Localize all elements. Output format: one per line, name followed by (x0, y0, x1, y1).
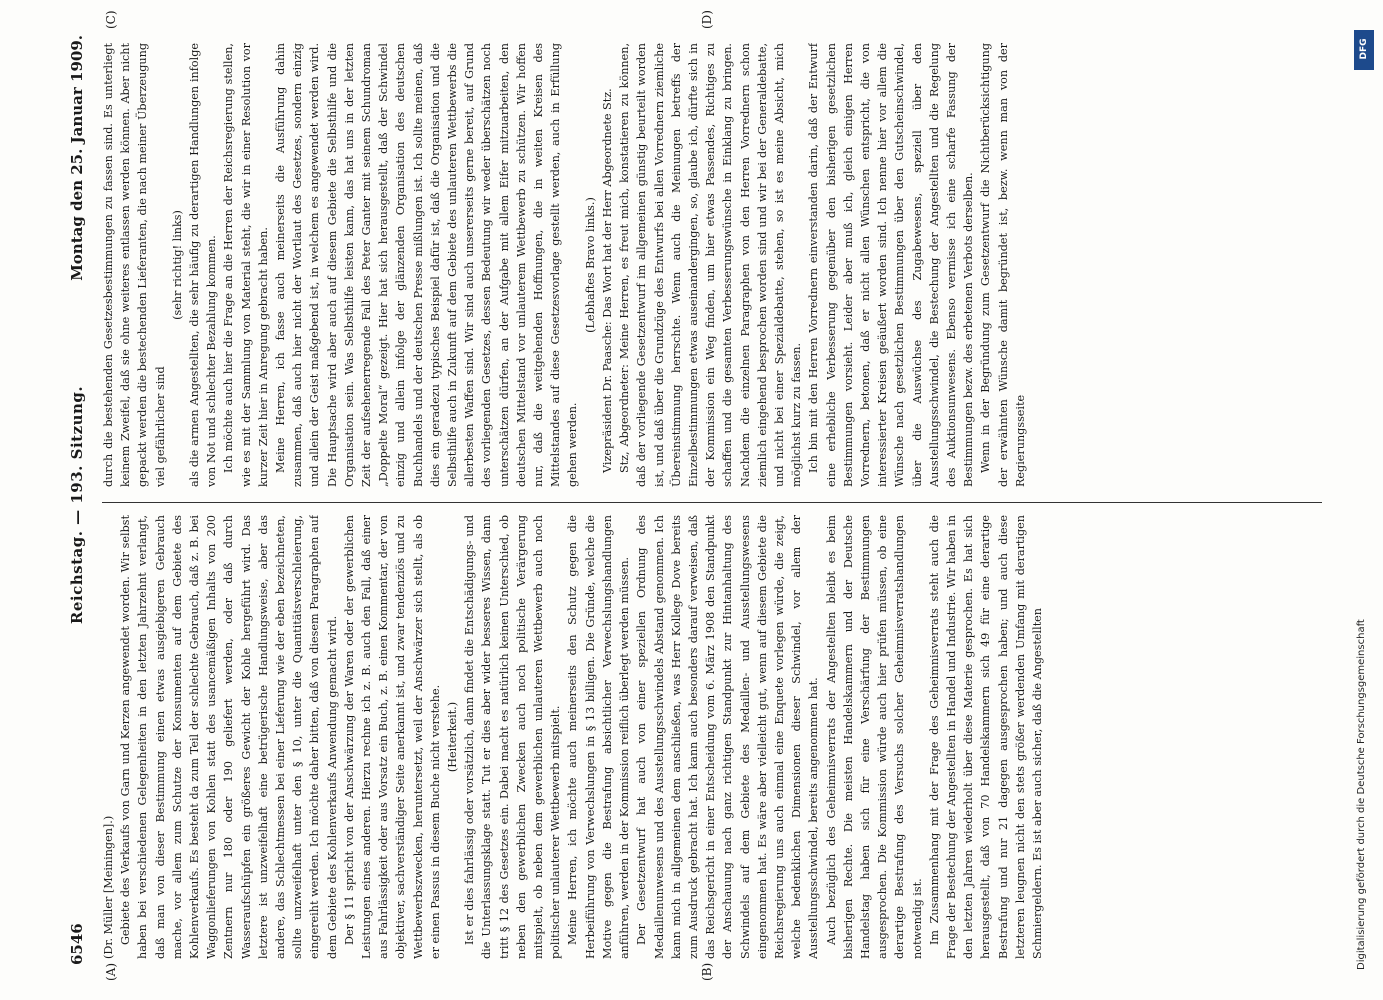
right-column (100, 43, 1325, 487)
speaker-line: Vizepräsident Dr. Paasche: Das Wort hat der Herr Abgeordnete Stz. (600, 88, 614, 473)
paragraph: Der § 11 spricht von der Anschwärzung der Waren oder der gewerblichen Leistungen eines anderen. Hierzu rechne ich z. B. auch den Fall, daß einer aus Fahrlässigkeit oder aus Vorsatz ein Buch, z. B. einen Kommentar, der von objektiver, sachverständiger Seite anerkannt ist, und zwar tendenziös und zu Wettbewerbszwecken, heruntersetzt, weil der Anschwärzer sich stellt, als ob er einen Passus in diesem Buche nicht verstehe. (342, 515, 442, 959)
paragraph: durch die bestehenden Gesetzesbestimmungen zu fassen sind. Es unterliegt keinem Zweifel, daß sie ohne weiteres entlassen werden können. Aber nicht gepackt werden die bestechenden Lieferanten, die nach meiner Überzeugung viel gefährlicher sind (102, 43, 167, 487)
running-title: Reichstag. — 193. Sitzung. (68, 385, 86, 625)
margin-marker-b: (B) (700, 962, 714, 981)
session-date: Montag den 25. Januar 1909. (68, 35, 86, 281)
paragraph: Im Zusammenhang mit der Frage des Geheimnisverrats steht auch die Frage der Bestechung der Angestellten in Handel und Industrie. Wir haben in den letzten Jahren wiederholt über diese Materie gesprochen. Es hat sich herausgestellt, daß von 70 Handelskammern sich 49 für eine derartige Bestrafung und nur 21 dagegen ausgesprochen haben; und auch diese letzteren leugnen nicht den stets größer werdenden Umfang mit derartigen Schmiergeldern. Es ist aber auch sicher, daß die Angestellten (927, 515, 1044, 959)
paragraph: Meine Herren, ich möchte auch meinerseits den Schutz gegen die Herbeiführung von Verwechslungen in § 13 billigen. Die Gründe, welche die Motive gegen die Bestrafung absichtlicher Verwechslungshandlungen anführen, werden in der Kommission reiflich überlegt werden müssen. (566, 515, 632, 959)
paragraph: Gebiete des Verkaufs von Garn und Kerzen angewendet worden. Wir selbst haben bei verschiedenen Gelegenheiten in den letzten Jahrzehnt verlangt, daß man von dieser Bestimmung einen etwas ausgiebigeren Gebrauch mache, vor allem zum Schutze der Konsumenten auf dem Gebiete des Kohlenverkaufs. Es besteht da zum Teil der schlechte Gebrauch, daß z. B. bei Waggonlieferungen von Kohlen statt des usancemäßigen Inhalts von 200 Zentnern nur 180 oder 190 geliefert werden, oder daß durch Wasseraufschüpfen ein größeres Gewicht der Kohle hergeführt wird. Das letztere ist unzweifelhaft eine betrügerische Handlungsweise, aber das andere, das Schlechtmessen bei einer Lieferung wie der eben bezeichneten, sollte unzweifelhaft unter den § 10, unter die Quantitätsverschleierung, eingereiht werden. Ich möchte daher bitten, daß von diesem Paragraphen auf dem Gebiete des Kohlenverkaufs Anwendung gemacht wird. (119, 515, 339, 959)
paragraph: Auch bezüglich des Geheimnisverrats der Angestellten bleibt es beim bisherigen Rechte. Die meisten Handelskammern und der Deutsche Handelstag haben sich für eine Verschärfung der Bestimmungen ausgesprochen. Die Kommission würde auch hier prüfen müssen, ob eine derartige Bestrafung des Versuchs solcher Geheimnisverratshandlungen notwendig ist. (824, 515, 924, 959)
paragraph: Ich bin mit den Herren Vorrednern einverstanden darin, daß der Entwurf eine erhebliche Verbesserung gegenüber den bisherigen gesetzlichen Bestimmungen vorsieht. Leider aber muß ich, gleich einigen Herren Vorrednern, betonen, daß er nicht allen Wünschen entspricht, die von interessierter Kreisen geäußert worden sind. Ich nenne hier vor allem die Wünsche nach gesetzlichen Bestimmungen über den Gutscheinschwindel, über die Auswüchse des Zugabewesens, speziell über den Ausstellungsschwindel, die Bestechung der Angestellten und die Regelung des Auktionsunwesens. Ebenso vermisse ich eine scharfe Fassung der Bestimmungen bezw. des erbetenen Verbots derselben. (807, 43, 976, 487)
column-divider (102, 502, 1322, 503)
left-column (100, 515, 1325, 959)
page-header (60, 35, 94, 975)
interjection: (Heiterkeit.) (446, 701, 460, 773)
paragraph: Stz, Abgeordneter: Meine Herren, es freut mich, konstatieren zu können, daß der vorliegende Gesetzentwurf im allgemeinen günstig beurteilt worden ist, und daß über die Grundzüge des Entwurfs bei allen Vorrednern ziemliche Übereinstimmung herrschte. Wenn auch die Meinungen betreffs der Einzelbestimmungen etwas auseinandergingen, so, glaube ich, dürfte sich in der Kommission ein Weg finden, um hier etwas Passendes, Richtiges zu schaffen und die gesamten Verbesserungswünsche in Einklang zu bringen. Nachdem die einzelnen Paragraphen von den Herren Vorrednern schon ziemlich eingehend besprochen worden sind und wir bei der Generaldebatte, und nicht bei einer Spezialdebatte, stehen, so ist es meine Absicht, mich möglichst kurz zu fassen. (618, 43, 804, 487)
speaker-note: (Dr. Müller [Meiningen].) (102, 815, 115, 959)
margin-marker-d: (D) (700, 10, 714, 29)
paragraph: als die armen Angestellten, die sehr häufig zu derartigen Handlungen infolge von Not und schlechter Bezahlung kommen. (188, 43, 219, 487)
paragraph: Ich möchte auch hier die Frage an die Herren der Reichsregierung stellen, wie es mit der Sammlung von Material steht, die wir in einer Resolution vor kurzer Zeit hier in Anregung gebracht haben. (222, 43, 270, 487)
rotated-page (60, 10, 1330, 981)
paragraph: Wenn in der Begründung zum Gesetzentwurf die Nichtberücksichtigung der erwähnten Wünsche damit begründet ist, bezw. wenn man von der Regierungsseite (979, 43, 1027, 487)
credit-text: Digitalisierung gefördert durch die Deutsche Forschungsgemeinschaft (1356, 619, 1367, 970)
paragraph: Der Gesetzentwurf hat auch von einer speziellen Ordnung des Medaillenunwesens und des Ausstellungsschwindels Abstand genommen. Ich kann mich in allgemeinen dem anschließen, was Herr Kollege Dove bereits zum Ausdruck gebracht hat. Ich kann auch besonders darauf verweisen, daß das Reichsgericht in einer Entscheidung vom 6. März 1908 den Standpunkt der Anschauung nach ganz richtigen Standpunkt zur Hintanhaltung des Schwindels auf dem Gebiete des Medaillen- und Ausstellungswesens eingenommen hat. Es wäre aber vielleicht gut, wenn auf diesem Gebiete die Reichsregierung uns auch einmal eine Enquete vorlegen würde, die zeigt, welche bedenklichen Dimensionen dieser Schwindel, vor allem der Ausstellungsschwindel, bereits angenommen hat. (635, 515, 821, 959)
paragraph: Ist er dies fahrlässig oder vorsätzlich, dann findet die Entschädigungs- und die Unterlassungsklage statt. Tut er dies aber wider besseres Wissen, dann tritt § 12 des Gesetzes ein. Dabei macht es natürlich keinen Unterschied, ob neben den gewerblichen Zwecken auch noch politische Verärgerung mitspielt, ob neben dem gewerblichen unlauteren Wettbewerb auch noch politischer unlauterer Wettbewerb mitspielt. (463, 515, 563, 959)
digitization-credit (1352, 30, 1378, 970)
margin-marker-a: (A) (104, 962, 118, 981)
dfg-logo: DFG (1354, 30, 1374, 70)
margin-marker-c: (C) (104, 10, 118, 29)
page-number: 6546 (68, 923, 86, 965)
interjection: (Lebhaftes Bravo links.) (583, 197, 597, 333)
interjection: (sehr richtig! links) (170, 210, 184, 320)
paragraph: Meine Herren, ich fasse auch meinerseits die Ausführung dahin zusammen, daß auch hier nicht der Wortlaut des Gesetzes, sondern einzig und allein der Geist maßgebend ist, in welchem es angewendet werden wird. Die Hauptsache wird aber auch auf diesem Gebiete die Selbsthilfe und die Organisation sein. Was Selbsthilfe leisten kann, das hat uns in der letzten Zeit der aufsehenerregende Fall des Peter Ganter mit seinem Schundroman „Doppelte Moral“ gezeigt. Hier hat sich herausgestellt, daß der Schwindel einzig und allein infolge der glänzenden Organisation des deutschen Buchhandels und der deutschen Presse mißlungen ist. Ich sollte meinen, daß dies ein geradezu typisches Beispiel dafür ist, daß die Organisation und die Selbsthilfe auch in Zukunft auf dem Gebiete des unlauteren Wettbewerbs die allerbesten Waffen sind. Wir sind auch unsererseits gerne bereit, auf Grund des vorliegenden Gesetzes, dessen Bedeutung wir weder überschätzen noch unterschätzen dürfen, an der Aufgabe mit allem Eifer mitzuarbeiten, den deutschen Mittelstand vor unlauterem Wettbewerb zu schützen. Wir hoffen nur, daß die weitgehenden Hoffnungen, die in weiten Kreisen des Mittelstandes auf diese Gesetzesvorlage gestellt werden, auch in Erfüllung gehen werden. (274, 43, 580, 487)
